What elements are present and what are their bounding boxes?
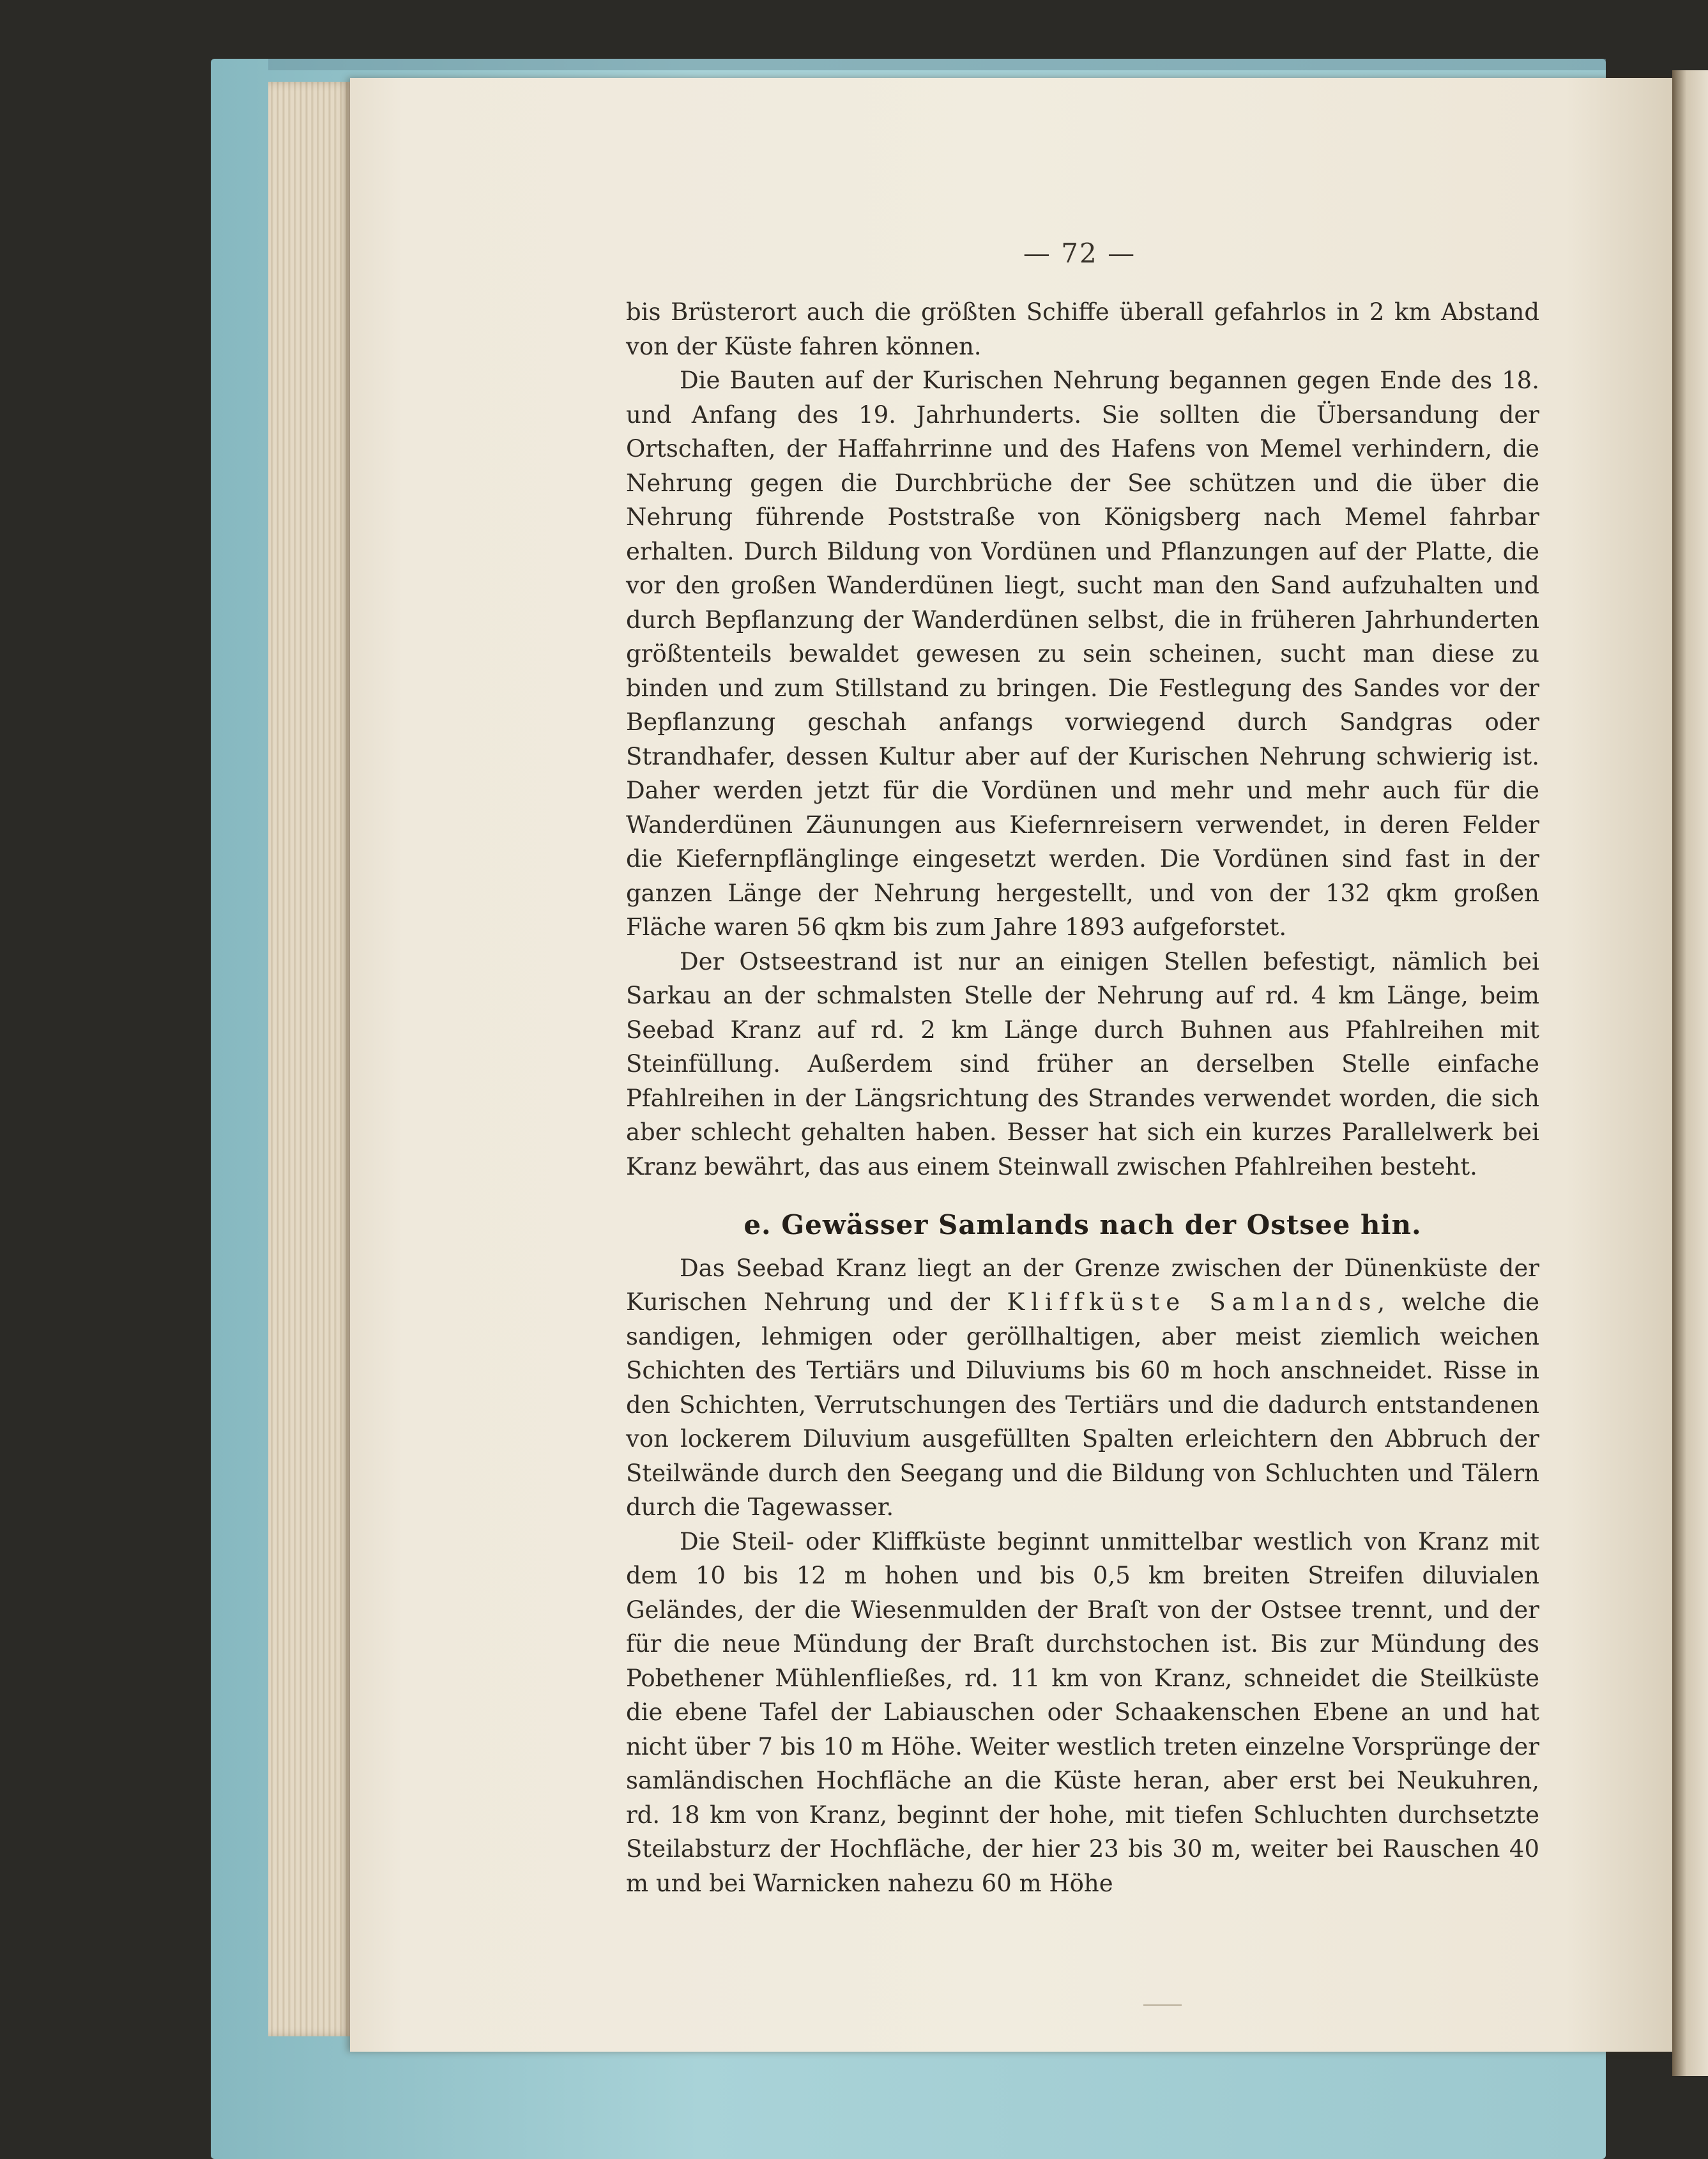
paragraph-4-spaced-term: Kliffküste Samlands (1007, 1288, 1378, 1316)
paragraph-2: Die Bauten auf der Kurischen Nehrung begannen gegen Ende des 18. und Anfang des 19. Jahrhunderts. Sie sollten die Übersandung der Ortschaften, der Haffahrrinne und des Hafens von Memel verhindern, die Nehrung gegen die Durchbrüche der See schützen und die über die Nehrung führende Poststraße von Königsberg nach Memel fahrbar erhalten. Durch Bildung von Vordünen und Pflanzungen auf der Platte, die vor den großen Wanderdünen liegt, sucht man den Sand aufzuhalten und durch Bepflanzung der Wanderdünen selbst, die in früheren Jahrhunderten größtenteils bewaldet gewesen zu sein scheinen, sucht man diese zu binden und zum Stillstand zu bringen. Die Festlegung des Sandes vor der Bepflanzung geschah anfangs vorwiegend durch Sandgras oder Strandhafer, dessen Kultur aber auf der Kurischen Nehrung schwierig ist. Daher werden jetzt für die Vordünen und mehr und mehr auch für die Wanderdünen Zäunungen aus Kiefernreisern verwendet, in deren Felder die Kiefernpflänglinge eingesetzt werden. Die Vordünen sind fast in der ganzen Länge der Nehrung hergestellt, und von der 132 qkm großen Fläche waren 56 qkm bis zum Jahre 1893 aufgeforstet. (626, 367, 1539, 941)
paragraph-3: Der Ostseestrand ist nur an einigen Stellen befestigt, nämlich bei Sarkau an der schmalsten Stelle der Nehrung auf rd. 4 km Länge, beim Seebad Kranz auf rd. 2 km Länge durch Buhnen aus Pfahlreihen mit Steinfüllung. Außerdem sind früher an derselben Stelle einfache Pfahlreihen in der Längsrichtung des Strandes verwendet worden, die sich aber schlecht gehalten haben. Besser hat sich ein kurzes Parallelwerk bei Kranz bewährt, das aus einem Steinwall zwischen Pfahlreihen besteht. (626, 947, 1539, 1180)
paragraph-4-part2: , welche die sandigen, lehmigen oder geröllhaltigen, aber meist ziemlich weichen Schichten des Tertiärs und Diluviums bis 60 m hoch anschneidet. Risse in den Schichten, Verrutschungen des Tertiärs und die dadurch entstandenen von lockerem Diluvium ausgefüllten Spalten erleichtern den Abbruch der Steilwände durch den Seegang und die Bildung von Schluchten und Tälern durch die Tagewasser. (626, 1288, 1539, 1521)
paragraph-4-part1: Das Seebad Kranz liegt an der Grenze zwischen der Dünenküste der Kurischen Nehrung und der (626, 1254, 1539, 1316)
paragraph-1: bis Brüsterort auch die größten Schiffe überall gefahrlos in 2 km Abstand von der Küste fahren können. (626, 298, 1539, 360)
page-edges (268, 82, 351, 2036)
next-page-edge (1672, 70, 1708, 2076)
paragraph-4 (626, 1251, 1539, 1525)
cover-edge-shadow (268, 59, 1606, 70)
page-number: — 72 — (1023, 238, 1136, 269)
body-text (626, 295, 1539, 1900)
paragraph-5: Die Steil- oder Kliffküste beginnt unmittelbar westlich von Kranz mit dem 10 bis 12 m hohen und bis 0,5 km breiten Streifen diluvialen Geländes, der die Wiesenmulden der Braſt von der Ostsee trennt, und der für die neue Mündung der Braſt durchstochen ist. Bis zur Mündung des Pobethener Mühlenfließes, rd. 11 km von Kranz, schneidet die Steilküste die ebene Tafel der Labiauschen oder Schaakenschen Ebene an und hat nicht über 7 bis 10 m Höhe. Weiter westlich treten einzelne Vorsprünge der samländischen Hochfläche an die Küste heran, aber erst bei Neukuhren, rd. 18 km von Kranz, beginnt der hohe, mit tiefen Schluchten durchsetzte Steilabsturz der Hochfläche, der hier 23 bis 30 m, weiter bei Rauschen 40 m und bei Warnicken nahezu 60 m Höhe (626, 1527, 1539, 1897)
bottom-rule (1143, 2004, 1182, 2006)
section-heading: e. Gewässer Samlands nach der Ostsee hin. (743, 1209, 1422, 1240)
